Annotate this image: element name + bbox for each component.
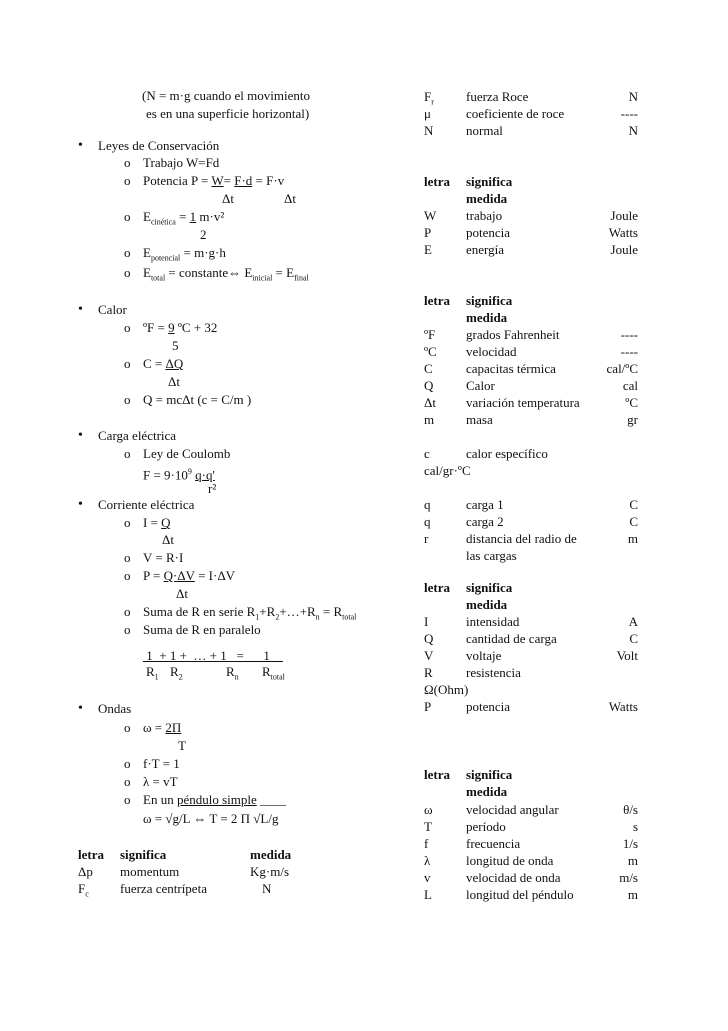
cell-letter: q (424, 514, 431, 529)
table-row (424, 835, 638, 852)
potential-energy-formula: $E_{potencial} = m\cdot g\cdot h$ (143, 245, 226, 263)
header-medida: medida (466, 784, 508, 799)
cell-meaning: potencia (466, 225, 511, 240)
sub-bullet: o (124, 173, 131, 188)
header-letra: letra (424, 580, 450, 595)
cell-unit: s (632, 819, 638, 834)
sub-bullet: o (124, 320, 131, 335)
cell-unit: m (627, 531, 638, 546)
header-significa: significa (466, 293, 513, 308)
table-row (424, 224, 638, 241)
cell-meaning: frecuencia (466, 836, 521, 851)
cell-meaning: masa (466, 412, 493, 427)
cell-unit: C (629, 497, 638, 512)
cell-letter: R (424, 665, 433, 680)
table-row (424, 886, 638, 903)
cell-unit: ---- (620, 106, 638, 121)
table-row (424, 105, 638, 122)
pendulum-formula: ω = √g/L ⇔ T = 2 Π √L/g (143, 811, 279, 826)
cell-meaning: Calor (466, 378, 495, 393)
parallel-rn: $R_n$ (226, 664, 239, 682)
cell-meaning: carga 1 (466, 497, 504, 512)
frequency-period-formula: f·T = 1 (143, 756, 180, 771)
header-medida: medida (466, 191, 508, 206)
table-row (424, 530, 638, 547)
table-header (424, 579, 638, 596)
header-medida: medida (250, 847, 292, 862)
table-header (424, 766, 638, 783)
cell-letter: m (424, 412, 435, 427)
header-letra: letra (424, 293, 450, 308)
right-symbol-tables (424, 0, 638, 1031)
kinetic-energy-formula: $E_{cinética} = 1$ m·v² (143, 209, 225, 227)
header-significa: significa (466, 174, 513, 189)
sub-bullet: o (124, 515, 131, 530)
cell-letter: ºC (424, 344, 437, 359)
bullet: • (78, 497, 83, 512)
cell-meaning: potencia (466, 699, 511, 714)
bullet: • (78, 302, 83, 317)
table-header (78, 846, 338, 863)
ohm-law: V = R·I (143, 550, 184, 565)
conservation-heading: Leyes de Conservación (98, 138, 220, 153)
cell-meaning: intensidad (466, 614, 520, 629)
cell-letter: P (424, 699, 432, 714)
cell-unit: N (628, 89, 638, 104)
cell-unit: m (627, 887, 638, 902)
header-medida: medida (466, 310, 508, 325)
parallel-rtotal: $R_{total}$ (262, 664, 285, 682)
header-letra: letra (424, 174, 450, 189)
work-formula: Trabajo W=Fd (143, 155, 220, 170)
table-row (424, 411, 638, 428)
charge-heading: Carga eléctrica (98, 428, 177, 443)
cell-letter: N (424, 123, 434, 138)
sub-bullet: o (124, 245, 131, 260)
fahrenheit-denominator: 5 (172, 338, 179, 353)
table-row (424, 122, 638, 139)
cell-meaning: velocidad angular (466, 802, 559, 817)
cell-letter: c (424, 446, 430, 461)
cell-unit: θ/s (623, 802, 638, 817)
cell-meaning: longitud del péndulo (466, 887, 574, 902)
parallel-r2: $R_2$ (170, 664, 183, 682)
waves-heading: Ondas (98, 701, 132, 716)
cell-unit: N (628, 123, 638, 138)
cell-unit: Joule (610, 242, 638, 257)
table-row (424, 88, 638, 105)
cell-unit: 1/s (622, 836, 638, 851)
header-significa: significa (466, 767, 513, 782)
fahrenheit-formula: ºF = 9 ºC + 32 (143, 320, 218, 335)
cell-letter: f (424, 836, 429, 851)
cell-letter: C (424, 361, 433, 376)
sub-bullet: o (124, 792, 131, 807)
sub-bullet: o (124, 392, 131, 407)
continued-text-2: es en una superficie horizontal) (146, 106, 310, 121)
cell-meaning: fuerza centrípeta (120, 881, 207, 896)
current-heading: Corriente eléctrica (98, 497, 195, 512)
cell-meaning: fuerza Roce (466, 89, 529, 104)
electric-power-denominator: Δt (176, 586, 188, 601)
table-row (424, 647, 638, 664)
cell-letter: V (424, 648, 434, 663)
cell-meaning: normal (466, 123, 503, 138)
cell-meaning: variación temperatura (466, 395, 580, 410)
power-denominator-2: Δt (284, 191, 296, 206)
table-row (424, 241, 638, 258)
electric-power-formula: P = Q·ΔV = I·ΔV (143, 568, 236, 583)
cell-unit: Watts (608, 225, 638, 240)
cell-letter: Δt (424, 395, 436, 410)
table-row (78, 863, 338, 880)
cell-unit: Watts (608, 699, 638, 714)
cell-unit: cal/ºC (606, 361, 638, 376)
current-formula: I = Q (143, 515, 171, 530)
header-significa: significa (466, 580, 513, 595)
cell-unit: ---- (620, 327, 638, 342)
table-row (424, 869, 638, 886)
cell-meaning: distancia del radio de (466, 531, 577, 546)
bullet: • (78, 701, 83, 716)
bullet: • (78, 428, 83, 443)
heat-heading: Calor (98, 302, 127, 317)
heat-capacity-formula: C = ΔQ (143, 356, 184, 371)
cell-letter: μ (424, 106, 431, 121)
cell-meaning: capacitas térmica (466, 361, 556, 376)
table-row (78, 880, 338, 897)
cell-unit: Volt (616, 648, 638, 663)
sub-bullet: o (124, 622, 131, 637)
cell-letter: Δp (78, 864, 93, 879)
sub-bullet: o (124, 568, 131, 583)
cell-meaning: grados Fahrenheit (466, 327, 560, 342)
parallel-numerators: 1 + 1 + … + 1 = __1__ (143, 648, 283, 663)
cell-meaning: longitud de onda (466, 853, 554, 868)
cell-unit: Kg·m/s (250, 864, 289, 879)
sub-bullet: o (124, 550, 131, 565)
cell-unit: m/s (619, 870, 638, 885)
cell-unit: ºC (625, 395, 638, 410)
cell-letter: W (424, 208, 437, 223)
wavelength-formula: λ = vT (143, 774, 178, 789)
bullet: • (78, 138, 83, 153)
cell-letter: T (424, 819, 432, 834)
cell-letter: L (424, 887, 432, 902)
cell-letter: λ (424, 853, 431, 868)
sub-bullet: o (124, 209, 131, 224)
cell-letter: $F_r$ (424, 89, 434, 107)
cell-meaning-continued: las cargas (466, 548, 517, 563)
cell-unit: gr (627, 412, 638, 427)
cell-letter: q (424, 497, 431, 512)
cell-unit: C (629, 514, 638, 529)
cell-unit: Ω(Ohm) (424, 682, 469, 697)
angular-velocity-formula: ω = 2Π (143, 720, 182, 735)
cell-letter: P (424, 225, 432, 240)
table-row (424, 852, 638, 869)
pendulum-text: En un péndulo simple ____ (143, 792, 286, 807)
cell-unit: cal/gr·ºC (424, 463, 471, 478)
cell-letter: E (424, 242, 432, 257)
sub-bullet: o (124, 155, 131, 170)
table-row (424, 445, 638, 462)
coulomb-denominator: r² (208, 481, 217, 496)
table-row (424, 613, 638, 630)
cell-meaning: velocidad de onda (466, 870, 561, 885)
cell-meaning: voltaje (466, 648, 502, 663)
power-formula: Potencia P = W= F·d = F·v (143, 173, 285, 188)
cell-letter: Q (424, 631, 434, 646)
table-row (424, 207, 638, 224)
cell-meaning: período (466, 819, 506, 834)
power-denominator-1: Δt (222, 191, 234, 206)
cell-letter: v (424, 870, 431, 885)
continued-text-1: (N = m·g cuando el movimiento (142, 88, 310, 103)
heat-capacity-denominator: Δt (168, 374, 180, 389)
table-row (424, 698, 638, 715)
parallel-r1: $R_1$ (146, 664, 159, 682)
parallel-resistance: Suma de R en paralelo (143, 622, 261, 637)
series-resistance: Suma de R en serie $R_1+R_2+\dots+R_n = R_{total}$ (143, 604, 357, 622)
cell-meaning: velocidad (466, 344, 517, 359)
cell-meaning: carga 2 (466, 514, 504, 529)
table-row (424, 818, 638, 835)
sub-bullet: o (124, 265, 131, 280)
sub-bullet: o (124, 356, 131, 371)
cell-letter: $F_c$ (78, 881, 89, 899)
cell-meaning: cantidad de carga (466, 631, 557, 646)
sub-bullet: o (124, 446, 131, 461)
current-denominator: Δt (162, 532, 174, 547)
table-row (424, 343, 638, 360)
table-row (424, 801, 638, 818)
table-row (424, 394, 638, 411)
heat-formula: Q = mcΔt (c = C/m ) (143, 392, 252, 407)
cell-letter: I (424, 614, 429, 629)
table-header (424, 292, 638, 309)
cell-unit: C (629, 631, 638, 646)
cell-unit: cal (622, 378, 638, 393)
cell-unit: Joule (610, 208, 638, 223)
cell-meaning: resistencia (466, 665, 521, 680)
cell-meaning: coeficiente de roce (466, 106, 565, 121)
cell-unit: N (262, 881, 272, 896)
cell-letter: Q (424, 378, 434, 393)
cell-unit: A (628, 614, 638, 629)
coulomb-formula: $F = 9\cdot 10^9$ q·q' (143, 467, 215, 483)
header-medida: medida (466, 597, 508, 612)
sub-bullet: o (124, 756, 131, 771)
sub-bullet: o (124, 774, 131, 789)
header-letra: letra (424, 767, 450, 782)
cell-meaning: momentum (120, 864, 180, 879)
sub-bullet: o (124, 720, 131, 735)
coulomb-law: Ley de Coulomb (143, 446, 231, 461)
table-row (424, 630, 638, 647)
cell-meaning: calor específico (466, 446, 548, 461)
table-row (424, 664, 638, 681)
kinetic-denominator: 2 (200, 227, 207, 242)
cell-unit: m (627, 853, 638, 868)
cell-letter: ω (424, 802, 433, 817)
table-row (424, 496, 638, 513)
cell-meaning: trabajo (466, 208, 503, 223)
table-row (424, 377, 638, 394)
sub-bullet: o (124, 604, 131, 619)
cell-meaning: energía (466, 242, 505, 257)
cell-unit: ---- (620, 344, 638, 359)
table-header (424, 173, 638, 190)
header-letra: letra (78, 847, 104, 862)
table-row (424, 360, 638, 377)
header-significa: significa (120, 847, 167, 862)
table-row (424, 513, 638, 530)
total-energy-formula: $E_{total}$ = constante⇔ $E_{inicial} = E_{final}$ (143, 265, 309, 283)
cell-letter: ºF (424, 327, 436, 342)
angular-velocity-denominator: T (178, 738, 186, 753)
table-row (424, 326, 638, 343)
cell-letter: r (424, 531, 429, 546)
